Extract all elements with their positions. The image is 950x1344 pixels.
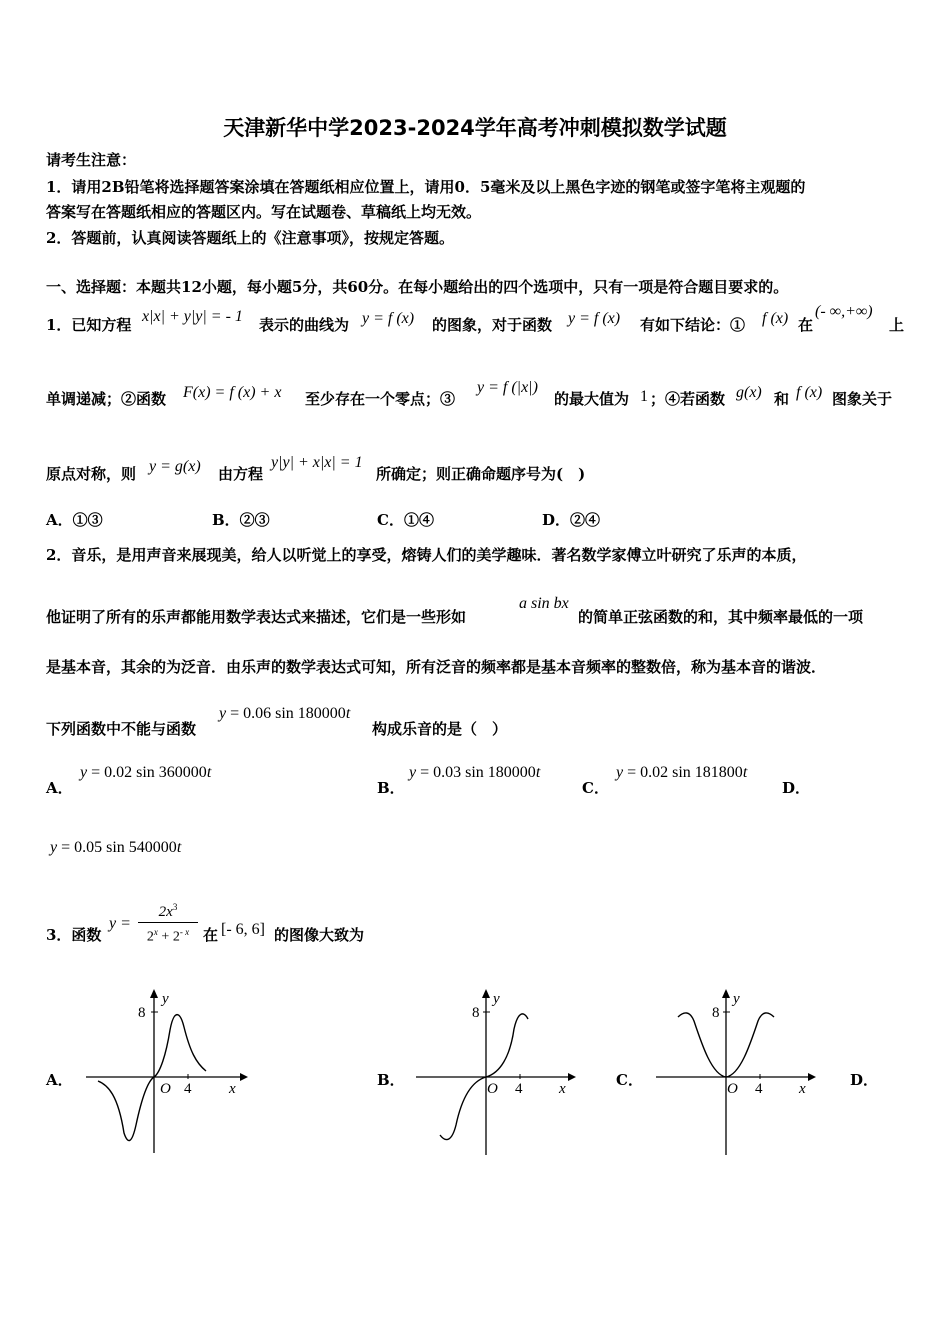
section-heading: 一、选择题：本题共12小题，每小题5分，共60分。在每小题给出的四个选项中，只有一项是符合题目要求的。 <box>46 278 789 296</box>
q1-text: 的图象，对于函数 <box>432 316 553 334</box>
q3-graph-b <box>410 985 580 1164</box>
q1-math: 1 <box>640 388 648 405</box>
x-axis-arrow <box>568 1073 576 1081</box>
q3-option-d[interactable]: D． <box>850 1071 879 1089</box>
q3-text: 在 <box>203 926 219 944</box>
q2-text: 2．音乐，是用声音来展现美，给人以听觉上的享受，熔铸人们的美学趣味．著名数学家傅立叶研究了乐声的本质， <box>46 546 807 564</box>
notice-line-2: 答案写在答题纸相应的答题区内。写在试题卷、草稿纸上均无效。 <box>46 203 482 221</box>
tick-y-label: 8 <box>138 1005 146 1021</box>
q1-math: y = f (x) <box>362 310 415 327</box>
q1-text: 图象关于 <box>832 390 893 408</box>
tick-y-label: 8 <box>472 1005 480 1021</box>
q3-option-b[interactable]: B． <box>377 1071 405 1089</box>
tick-y-label: 8 <box>712 1005 720 1021</box>
q1-text: 由方程 <box>218 465 264 483</box>
q1-interval: (- ∞,+∞) <box>815 303 873 320</box>
x-axis-arrow <box>240 1073 248 1081</box>
y-axis-arrow <box>150 989 158 998</box>
notice-line-3: 2．答题前，认真阅读答题纸上的《注意事项》，按规定答题。 <box>46 229 454 247</box>
tick-x-label: 4 <box>515 1081 523 1097</box>
q3-graph-c <box>650 985 820 1164</box>
q2-text: 下列函数中不能与函数 <box>46 720 197 738</box>
q2-option-c[interactable]: C． <box>582 779 609 797</box>
q1-option-a[interactable]: A．①③ <box>46 511 103 529</box>
q2-text: 他证明了所有的乐声都能用数学表达式来描述，它们是一些形如 <box>46 608 467 626</box>
notice-heading: 请考生注意： <box>46 151 137 169</box>
q3-fraction: $2x^3$ $2^x + 2^{- x}$ <box>136 898 200 947</box>
x-axis-label: x <box>229 1081 236 1097</box>
origin-label: O <box>727 1081 738 1097</box>
q2-text: 是基本音，其余的为泛音．由乐声的数学表达式可知，所有泛音的频率都是基本音频率的整数倍，称为基本音的谐波． <box>46 658 827 676</box>
q1-text: 所确定；则正确命题序号为( ) <box>376 465 586 483</box>
y-axis-label: y <box>733 991 740 1007</box>
q3-option-c[interactable]: C． <box>616 1071 643 1089</box>
q3-interval: [- 6, 6] <box>221 921 265 938</box>
y-axis-label: y <box>493 991 500 1007</box>
q1-equation: y|y| + x|x| = 1 <box>271 454 363 471</box>
q1-text: ；④若函数 <box>650 390 726 408</box>
page-title: 天津新华中学2023-2024学年高考冲刺模拟数学试题 <box>223 116 727 140</box>
q1-text: 单调递减；②函数 <box>46 390 167 408</box>
q1-math: f (x) <box>796 384 823 401</box>
q1-math: y = g(x) <box>149 458 201 475</box>
q1-text: 的最大值为 <box>554 390 630 408</box>
y-axis-arrow <box>482 989 490 998</box>
q1-text: 至少存在一个零点；③ <box>305 390 456 408</box>
q1-equation: x|x| + y|y| = - 1 <box>142 308 243 325</box>
notice-line-1: 1．请用2B铅笔将选择题答案涂填在答题纸相应位置上，请用0．5毫米及以上黑色字迹的钢笔或签字笔将主观题的 <box>46 178 806 196</box>
q2-math: y = 0.06 sin 180000t <box>219 705 351 722</box>
q1-text: 原点对称，则 <box>46 465 137 483</box>
q3-graph-a <box>80 985 250 1164</box>
q2-math: a sin bx <box>519 595 569 612</box>
q2-text: 构成乐音的是（ ） <box>372 720 508 738</box>
q3-text: 3．函数 <box>46 926 102 944</box>
q1-text: 和 <box>774 390 790 408</box>
q1-text: 上 <box>889 316 905 334</box>
q1-math: g(x) <box>736 384 762 401</box>
origin-label: O <box>160 1081 171 1097</box>
y-axis-arrow <box>722 989 730 998</box>
q3-text: 的图像大致为 <box>274 926 365 944</box>
q1-math: y = f (|x|) <box>477 379 538 396</box>
q1-math: f (x) <box>762 310 789 327</box>
q2-option-c-math: y = 0.02 sin 181800t <box>616 764 748 781</box>
q3-option-a[interactable]: A． <box>46 1071 73 1089</box>
q1-option-b[interactable]: B．②③ <box>212 511 270 529</box>
q1-text: 1．已知方程 <box>46 316 132 334</box>
q2-option-b-math: y = 0.03 sin 180000t <box>409 764 541 781</box>
tick-x-label: 4 <box>755 1081 763 1097</box>
q3-lhs: y = <box>109 915 131 932</box>
q1-text: 有如下结论：① <box>640 316 746 334</box>
q2-option-a-math: y = 0.02 sin 360000t <box>80 764 212 781</box>
x-axis-label: x <box>559 1081 566 1097</box>
q1-option-c[interactable]: C．①④ <box>377 511 434 529</box>
q1-math: y = f (x) <box>568 310 621 327</box>
q1-math: F(x) = f (x) + x <box>183 384 282 401</box>
q1-option-d[interactable]: D．②④ <box>542 511 601 529</box>
q2-option-b[interactable]: B． <box>377 779 405 797</box>
q2-option-a[interactable]: A． <box>46 779 73 797</box>
q2-option-d[interactable]: D． <box>782 779 811 797</box>
q2-option-d-math: y = 0.05 sin 540000t <box>50 839 182 856</box>
x-axis-label: x <box>799 1081 806 1097</box>
x-axis-arrow <box>808 1073 816 1081</box>
tick-x-label: 4 <box>184 1081 192 1097</box>
origin-label: O <box>487 1081 498 1097</box>
q2-text: 的简单正弦函数的和，其中频率最低的一项 <box>578 608 864 626</box>
y-axis-label: y <box>162 991 169 1007</box>
q1-text: 表示的曲线为 <box>259 316 350 334</box>
q1-text: 在 <box>798 316 814 334</box>
